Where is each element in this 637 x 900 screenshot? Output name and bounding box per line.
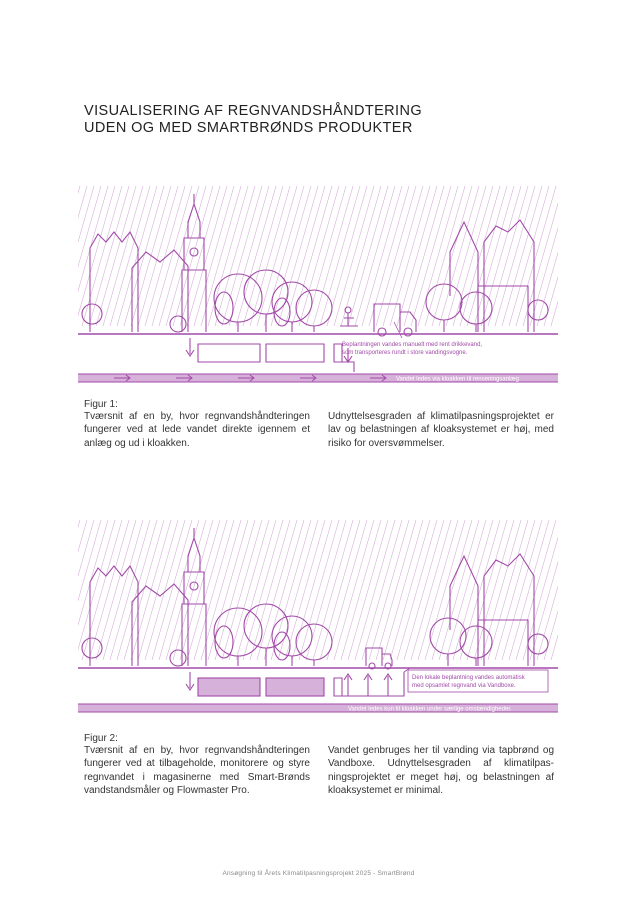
figure-1-illustration	[78, 186, 558, 386]
townhouse-left	[132, 584, 188, 666]
tree	[426, 284, 462, 320]
reuse-arrow	[364, 674, 372, 696]
callout-line-2: som transporteres rundt i store vandingsvogne.	[342, 350, 468, 356]
tree	[296, 290, 332, 326]
figure-2-label: Figur 2:	[84, 733, 118, 744]
church-right	[450, 222, 478, 296]
sewer-label: Vandet ledes via kloakken til renseningsanlæg	[396, 376, 519, 383]
rain-line	[78, 520, 108, 660]
tree	[244, 604, 288, 648]
rain-line	[78, 520, 80, 660]
bush	[170, 316, 186, 332]
rain-line	[78, 186, 108, 326]
tree	[214, 274, 262, 322]
title-line-2: UDEN OG MED SMARTBRØNDS PRODUKTER	[84, 120, 413, 136]
tree	[296, 624, 332, 660]
rain-line	[78, 186, 80, 326]
callout-line-2: med opsamlet regnvand via Vandboxe.	[412, 683, 516, 689]
reuse-arrow	[384, 674, 392, 696]
storage-basin-filled	[198, 678, 260, 696]
flowmaster-box	[334, 678, 342, 696]
figure-2-right-text: Vandet genbruges her til vanding via tapbrønd og Vandboxe. Udnyttelsesgraden af klimatilpas-ningsprojektet er meget høj, og belastningen af kloaksystemet er minimal.	[328, 745, 554, 796]
page-footer: Ansøgning til Årets Klimatilpasningsprojekt 2025 - SmartBrønd	[222, 870, 415, 877]
figure-2-illustration	[78, 520, 558, 720]
bush	[528, 634, 548, 654]
bush	[82, 638, 102, 658]
figure-1-left-text: Tværsnit af en by, hvor regnvandshåndteringen fungerer ved at lede vandet direkte igennem et anlæg og ud i kloakken.	[84, 411, 310, 449]
storage-basin-filled	[266, 678, 324, 696]
rain-line	[78, 520, 94, 660]
inflow-arrow	[186, 338, 194, 356]
tree	[214, 608, 262, 656]
gabled-house-left	[90, 232, 138, 332]
figure-1-label: Figur 1:	[84, 399, 118, 410]
sewer-label: Vandet ledes kun til kloakken under særlige omstændigheder.	[348, 706, 512, 713]
rain-line	[537, 520, 558, 660]
outflow-box	[334, 344, 342, 362]
rain-line	[537, 186, 558, 326]
callout-line-1: Beplantningen vandes manuelt med rent drikkevand,	[342, 342, 483, 348]
lower-house-right	[478, 286, 528, 332]
figure-1-right-text: Udnyttelsesgraden af klimatilpasningsprojektet er lav og belastningen af kloaksystemet er høj, med risiko for oversvømmelser.	[328, 411, 554, 449]
bush	[82, 304, 102, 324]
callout-line-1: Den lokale beplantning vandes automatisk	[412, 675, 525, 681]
townhouse-left	[132, 250, 188, 332]
lower-house-right	[478, 620, 528, 666]
rain-line	[78, 520, 87, 660]
rain-line	[78, 186, 87, 326]
title-line-1: VISUALISERING AF REGNVANDSHÅNDTERING	[84, 103, 423, 119]
reuse-arrow	[344, 674, 352, 696]
page-title	[84, 103, 422, 137]
figure-2-left-text: Tværsnit af en by, hvor regnvandshåndteringen fungerer ved at tilbageholde, monitorere og styre regnvandet i magasinerne med Smart-Brønds vandstandsmåler og Flowmaster Pro.	[84, 745, 310, 796]
storage-basin	[198, 344, 324, 362]
tree	[244, 270, 288, 314]
rain-lines	[78, 186, 558, 326]
gardener	[345, 307, 351, 313]
gabled-house-left	[90, 566, 138, 666]
bush	[170, 650, 186, 666]
rain-line	[78, 186, 94, 326]
inflow-arrow	[186, 672, 194, 690]
bush	[528, 300, 548, 320]
rain-lines	[78, 520, 558, 660]
